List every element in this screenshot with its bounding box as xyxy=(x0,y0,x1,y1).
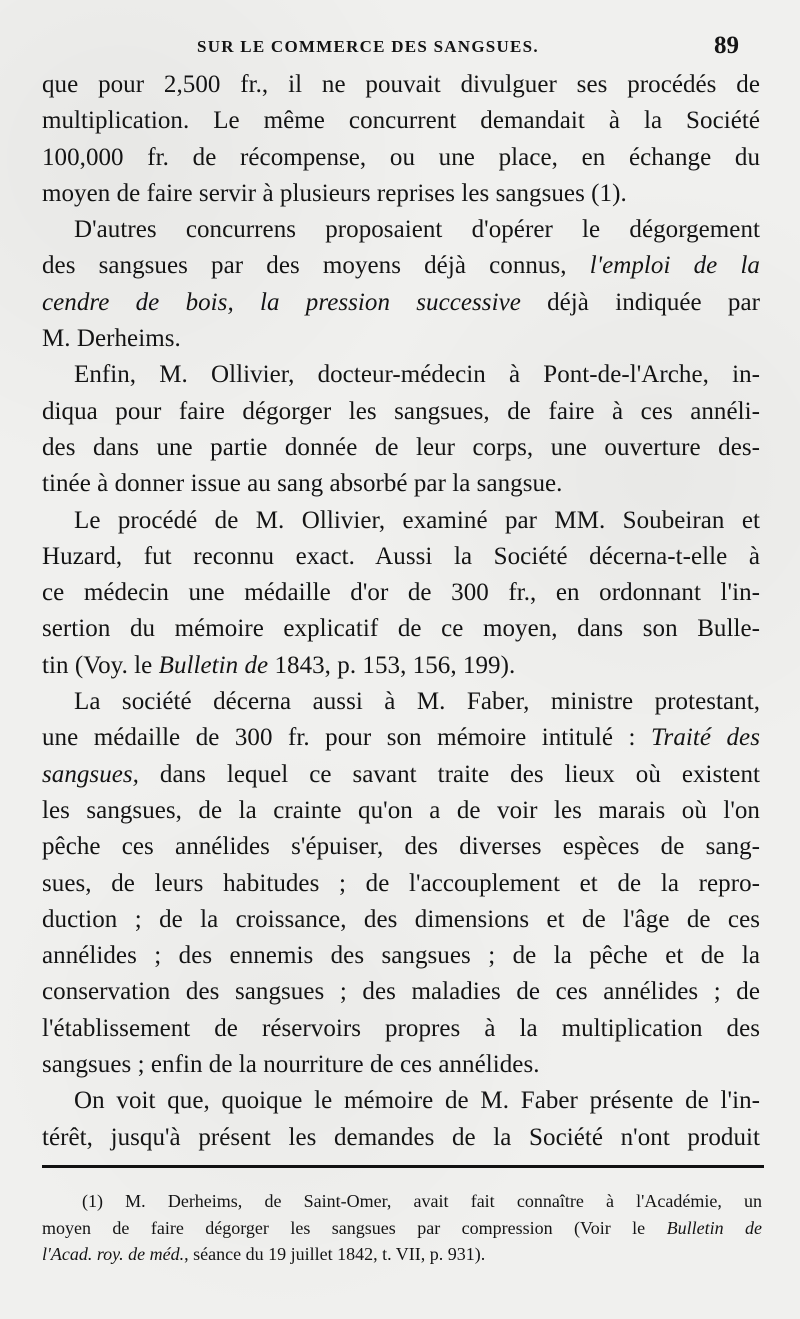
italic-text: l'emploi de la xyxy=(589,252,760,280)
footnote-line xyxy=(42,1215,762,1242)
text-line: des dans une partie donnée de leur corps, une ouverture des- xyxy=(42,433,760,461)
text-line: les sangsues, de la crainte qu'on a de voir les marais où l'on xyxy=(42,796,760,824)
paragraph-start-line: On voit que, quoique le mémoire de M. Faber présente de l'in- xyxy=(74,1087,760,1115)
text-fragment: moyen de faire dégorger les sangsues par compression (Voir le xyxy=(42,1217,667,1238)
text-line: M. Derheims. xyxy=(42,325,181,353)
text-line: conservation des sangsues ; des maladies de ces annélides ; de xyxy=(42,978,760,1006)
text-fragment: 1843, p. 153, 156, 199). xyxy=(268,651,516,679)
text-line: sangsues ; enfin de la nourriture de ces annélides. xyxy=(42,1051,540,1079)
text-line xyxy=(42,720,760,756)
text-line: térêt, jusqu'à présent les demandes de la Société n'ont produit xyxy=(42,1123,760,1151)
text-fragment: , séance du 19 juillet 1842, t. VII, p. 931). xyxy=(184,1244,486,1264)
text-line: l'établissement de réservoirs propres à la multiplication des xyxy=(42,1014,760,1042)
italic-text: Bulletin de xyxy=(158,651,269,679)
footnote-rule xyxy=(42,1165,764,1168)
text-line: 100,000 fr. de récompense, ou une place, en échange du xyxy=(42,143,760,171)
text-line: que pour 2,500 fr., il ne pouvait divulguer ses procédés de xyxy=(42,71,760,98)
paragraph-start-line: D'autres concurrens proposaient d'opérer le dégorgement xyxy=(74,216,760,244)
footnote-line xyxy=(42,1241,762,1268)
text-line xyxy=(42,648,760,684)
running-head xyxy=(0,33,800,61)
text-line: sertion du mémoire explicatif de ce moyen, dans son Bulle- xyxy=(42,615,760,643)
text-line: Huzard, fut reconnu exact. Aussi la Société décerna-t-elle à xyxy=(42,542,760,570)
text-line: diqua pour faire dégorger les sangsues, de faire à ces annéli- xyxy=(42,397,760,425)
running-title: SUR LE COMMERCE DES SANGSUES. xyxy=(197,37,539,56)
text-fragment: dans lequel ce savant traite des lieux où existent xyxy=(138,760,760,788)
footnote xyxy=(42,1188,762,1268)
paragraph-start-line: La société décerna aussi à M. Faber, ministre protestant, xyxy=(74,688,760,716)
text-fragment: une médaille de 300 fr. pour son mémoire intitulé : xyxy=(42,724,651,752)
italic-text: cendre de bois, la pression successive xyxy=(42,288,521,316)
text-line xyxy=(42,757,760,793)
text-line: ce médecin une médaille d'or de 300 fr., en ordonnant l'in- xyxy=(42,579,760,607)
italic-text: l'Acad. roy. de méd. xyxy=(42,1244,185,1264)
footnote-line: (1) M. Derheims, de Saint-Omer, avait fait connaître à l'Académie, un xyxy=(82,1191,762,1211)
italic-text: Traité des xyxy=(650,724,760,752)
text-line: moyen de faire servir à plusieurs reprises les sangsues (1). xyxy=(42,179,627,207)
page-number: 89 xyxy=(714,32,739,59)
paragraph-start-line: Enfin, M. Ollivier, docteur-médecin à Pont-de-l'Arche, in- xyxy=(74,361,760,389)
text-fragment: déjà indiquée par xyxy=(520,288,760,316)
text-line: multiplication. Le même concurrent demandait à la Société xyxy=(42,107,760,135)
text-line: annélides ; des ennemis des sangsues ; de la pêche et de la xyxy=(42,942,760,970)
text-line: pêche ces annélides s'épuiser, des diverses espèces de sang- xyxy=(42,833,760,861)
italic-text: sangsues, xyxy=(42,760,139,788)
text-line: tinée à donner issue au sang absorbé par la sangsue. xyxy=(42,470,563,498)
text-fragment: des sangsues par des moyens déjà connus, xyxy=(42,252,590,280)
paragraph-start-line: Le procédé de M. Ollivier, examiné par MM. Soubeiran et xyxy=(74,506,760,534)
italic-text: Bulletin de xyxy=(666,1217,762,1238)
text-line xyxy=(42,248,760,284)
main-text xyxy=(42,67,760,1156)
text-line: duction ; de la croissance, des dimensions et de l'âge de ces xyxy=(42,905,760,933)
text-line xyxy=(42,285,760,321)
text-fragment: tin (Voy. le xyxy=(42,651,159,679)
text-line: sues, de leurs habitudes ; de l'accouplement et de la repro- xyxy=(42,869,760,897)
